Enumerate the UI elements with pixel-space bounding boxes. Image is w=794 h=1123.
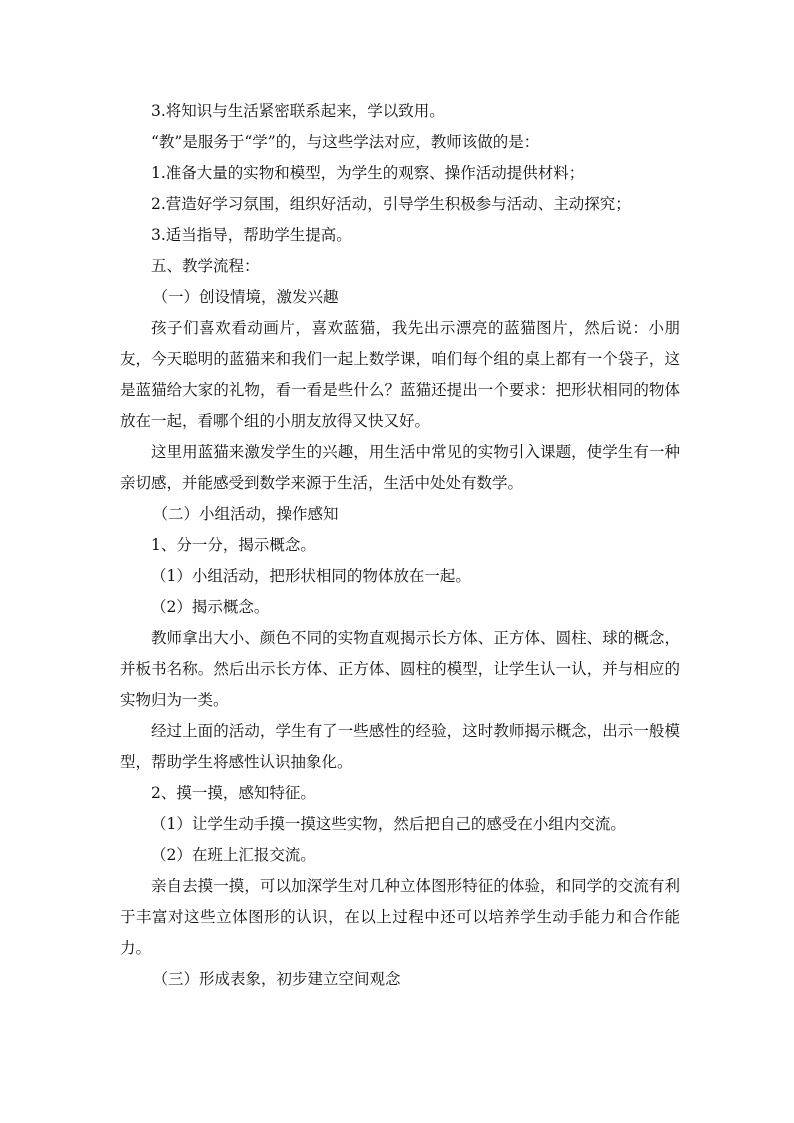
step-heading-touch: 2、摸一摸，感知特征。 bbox=[151, 784, 316, 802]
step-heading-divide: 1、分一分，揭示概念。 bbox=[151, 536, 316, 554]
step-item-reveal-concept: （2）揭示概念。 bbox=[151, 598, 270, 616]
paragraph-touch-benefit: 亲自去摸一摸，可以加深学生对几种立体图形特征的体验，和同学的交流有利于丰富对这些立体图形的认识，在以上过程中还可以培养学生动手能力和合作能力。 bbox=[120, 877, 680, 957]
paragraph-teacher-task-3: 3.适当指导，帮助学生提高。 bbox=[151, 226, 352, 244]
step-item-touch-objects: （1）让学生动手摸一摸这些实物，然后把自己的感受在小组内交流。 bbox=[151, 815, 626, 833]
document-body bbox=[120, 96, 680, 995]
section-heading-teaching-process: 五、教学流程： bbox=[151, 257, 260, 275]
paragraph-learning-method-3: 3.将知识与生活紧密联系起来，学以致用。 bbox=[151, 102, 445, 120]
paragraph-teacher-task-2: 2.营造好学习氛围，组织好活动，引导学生积极参与活动、主动探究； bbox=[151, 195, 631, 213]
paragraph-blue-cat-purpose: 这里用蓝猫来激发学生的兴趣，用生活中常见的实物引入课题，使学生有一种亲切感，并能感受到数学来源于生活，生活中处处有数学。 bbox=[120, 443, 680, 492]
paragraph-activity-summary: 经过上面的活动，学生有了一些感性的经验，这时教师揭示概念，出示一般模型，帮助学生将感性认识抽象化。 bbox=[120, 722, 680, 771]
paragraph-teacher-demo: 教师拿出大小、颜色不同的实物直观揭示长方体、正方体、圆柱、球的概念，并板书名称。然后出示长方体、正方体、圆柱的模型，让学生认一认，并与相应的实物归为一类。 bbox=[120, 629, 680, 709]
paragraph-blue-cat-intro: 孩子们喜欢看动画片，喜欢蓝猫，我先出示漂亮的蓝猫图片，然后说：小朋友，今天聪明的蓝猫来和我们一起上数学课，咱们每个组的桌上都有一个袋子，这是蓝猫给大家的礼物，看一看是些什么？蓝猫还提出一个要求：把形状相同的物体放在一起，看哪个组的小朋友放得又快又好。 bbox=[120, 319, 680, 430]
paragraph-teaching-intro: “教”是服务于“学”的，与这些学法对应，教师该做的是： bbox=[151, 133, 540, 151]
subsection-heading-2: （二）小组活动，操作感知 bbox=[152, 505, 339, 523]
step-item-class-report: （2）在班上汇报交流。 bbox=[151, 846, 316, 864]
subsection-heading-3: （三）形成表象，初步建立空间观念 bbox=[152, 970, 401, 988]
subsection-heading-1: （一）创设情境，激发兴趣 bbox=[152, 288, 339, 306]
step-item-group-activity: （1）小组活动，把形状相同的物体放在一起。 bbox=[151, 567, 471, 585]
paragraph-teacher-task-1: 1.准备大量的实物和模型，为学生的观察、操作活动提供材料； bbox=[151, 164, 585, 182]
